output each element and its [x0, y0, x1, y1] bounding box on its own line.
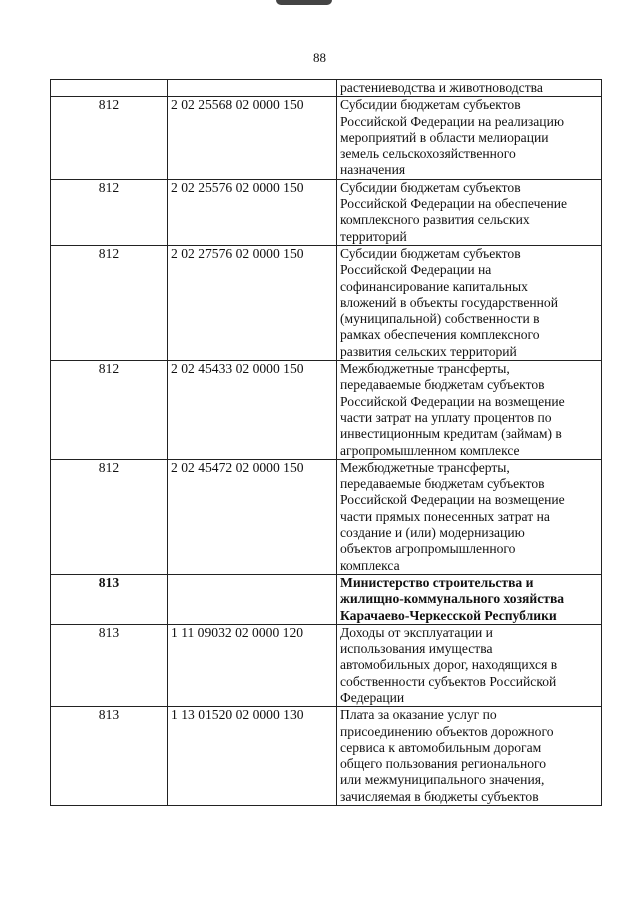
description-cell: [337, 245, 602, 360]
description-line: или межмуниципального значения,: [340, 772, 545, 788]
budget-code-cell: 1 11 09032 02 0000 120: [168, 624, 337, 706]
description-line: Российской Федерации на возмещение: [340, 492, 565, 508]
budget-code-cell: 2 02 45472 02 0000 150: [168, 459, 337, 574]
description-line: софинансирование капитальных: [340, 278, 528, 294]
table-section-row: [51, 574, 602, 624]
description-line: земель сельскохозяйственного: [340, 146, 516, 162]
admin-code-cell: 812: [51, 179, 168, 245]
description-line: Российской Федерации на обеспечение: [340, 196, 568, 212]
table-row: [51, 245, 602, 360]
admin-code-cell: 812: [51, 245, 168, 360]
description-line: присоединению объектов дорожного: [340, 723, 554, 739]
description-line: Субсидии бюджетам субъектов: [340, 179, 521, 195]
budget-code-cell: [168, 80, 337, 97]
table-row: [51, 179, 602, 245]
admin-code-cell: 813: [51, 574, 168, 624]
description-line: Карачаево-Черкесской Республики: [340, 607, 557, 623]
admin-code-cell: 813: [51, 624, 168, 706]
description-line: использования имущества: [340, 641, 493, 657]
description-line: части прямых понесенных затрат на: [340, 508, 550, 524]
admin-code-cell: 812: [51, 361, 168, 460]
admin-code-cell: 812: [51, 97, 168, 179]
description-cell: [337, 707, 602, 806]
description-line: вложений в объекты государственной: [340, 294, 558, 310]
description-cell: [337, 80, 602, 97]
description-line: территорий: [340, 228, 407, 244]
budget-code-cell: 2 02 25576 02 0000 150: [168, 179, 337, 245]
admin-code-cell: [51, 80, 168, 97]
description-line: Межбюджетные трансферты,: [340, 361, 510, 377]
description-line: Российской Федерации на: [340, 262, 492, 278]
description-line: жилищно-коммунального хозяйства: [340, 591, 565, 607]
description-line: создание и (или) модернизацию: [340, 525, 525, 541]
page-number: 88: [313, 50, 326, 65]
description-line: комплекса: [340, 557, 400, 573]
budget-code-cell: [168, 574, 337, 624]
description-line: Российской Федерации на реализацию: [340, 113, 565, 129]
description-line: Федерации: [340, 689, 405, 705]
description-cell: [337, 624, 602, 706]
description-line: собственности субъектов Российской: [340, 673, 557, 689]
table-row: [51, 707, 602, 806]
description-line: передаваемые бюджетам субъектов: [340, 377, 545, 393]
description-line: Российской Федерации на возмещение: [340, 393, 565, 409]
budget-code-cell: 1 13 01520 02 0000 130: [168, 707, 337, 806]
description-cell: [337, 361, 602, 460]
table-row: [51, 361, 602, 460]
top-page-mark: [276, 0, 332, 5]
description-line: объектов агропромышленного: [340, 541, 516, 557]
description-line: (муниципальной) собственности в: [340, 311, 540, 327]
description-line: Субсидии бюджетам субъектов: [340, 97, 521, 113]
budget-code-cell: 2 02 45433 02 0000 150: [168, 361, 337, 460]
description-line: назначения: [340, 162, 406, 178]
description-cell: [337, 97, 602, 179]
description-line: автомобильных дорог, находящихся в: [340, 657, 558, 673]
description-line: Министерство строительства и: [340, 574, 534, 590]
description-cell: [337, 459, 602, 574]
table-row: [51, 624, 602, 706]
description-line: Доходы от эксплуатации и: [340, 624, 493, 640]
description-line: комплексного развития сельских: [340, 212, 530, 228]
admin-code-cell: 812: [51, 459, 168, 574]
description-line: инвестиционным кредитам (займам) в: [340, 426, 562, 442]
table-row: [51, 459, 602, 574]
description-line: Межбюджетные трансферты,: [340, 459, 510, 475]
description-line: развития сельских территорий: [340, 343, 517, 359]
description-cell: [337, 179, 602, 245]
description-cell: [337, 574, 602, 624]
admin-code-cell: 813: [51, 707, 168, 806]
description-line: Субсидии бюджетам субъектов: [340, 245, 521, 261]
revenue-codes-table: [50, 79, 602, 806]
budget-code-cell: 2 02 27576 02 0000 150: [168, 245, 337, 360]
description-line: общего пользования регионального: [340, 756, 547, 772]
description-line: агропромышленном комплексе: [340, 442, 520, 458]
description-line: рамках обеспечения комплексного: [340, 327, 540, 343]
description-line: передаваемые бюджетам субъектов: [340, 476, 545, 492]
table-row: [51, 80, 602, 97]
description-line: зачисляемая в бюджеты субъектов: [340, 788, 539, 804]
description-line: сервиса к автомобильным дорогам: [340, 739, 542, 755]
description-line: растениеводства и животноводства: [340, 80, 543, 95]
description-line: Плата за оказание услуг по: [340, 707, 497, 723]
description-line: мероприятий в области мелиорации: [340, 129, 549, 145]
table-row: [51, 97, 602, 179]
description-line: части затрат на уплату процентов по: [340, 409, 552, 425]
budget-code-cell: 2 02 25568 02 0000 150: [168, 97, 337, 179]
